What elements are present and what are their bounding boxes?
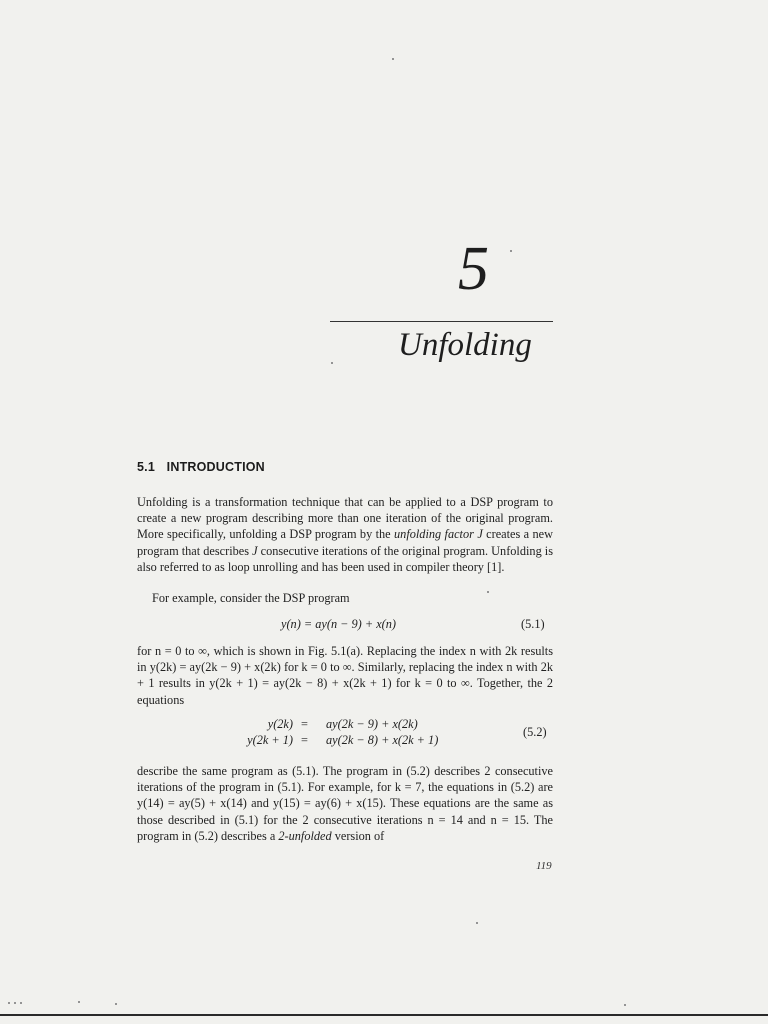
paragraph-example: For example, consider the DSP program	[152, 591, 350, 605]
section-heading	[137, 460, 265, 474]
scan-speck	[510, 250, 512, 252]
equation-5-1-label: (5.1)	[521, 617, 545, 631]
equation-5-1: y(n) = ay(n − 9) + x(n)	[281, 617, 397, 631]
term-unfolding-factor: unfolding factor	[394, 527, 474, 542]
paragraph-text: version of	[331, 828, 385, 843]
equation-5-2-line2-equals: =	[301, 733, 308, 747]
scan-speck	[115, 1003, 117, 1005]
term-2-unfolded: 2-unfolded	[278, 828, 332, 843]
scan-speck	[476, 922, 478, 924]
equation-5-2-line1-rhs: ay(2k − 9) + x(2k)	[326, 717, 418, 731]
scan-speck	[8, 1002, 10, 1004]
variable-j: J	[477, 527, 483, 542]
variable-j: J	[252, 543, 258, 558]
equation-5-2-line2-rhs: ay(2k − 8) + x(2k + 1)	[326, 733, 439, 747]
scan-speck	[78, 1001, 80, 1003]
paragraph-intro	[137, 494, 553, 575]
equation-5-2-line2-lhs: y(2k + 1)	[247, 733, 293, 747]
paragraph-text: consecutive iterations of the original program. Unfolding is also referred to as loop unrolling and has been used in compiler theory [1].	[137, 543, 553, 574]
scan-speck	[392, 58, 394, 60]
chapter-title-rule	[330, 321, 553, 322]
scan-speck	[14, 1002, 16, 1004]
scan-speck	[487, 591, 489, 593]
section-number: 5.1	[137, 460, 155, 474]
scan-speck	[624, 1004, 626, 1006]
scan-speck	[20, 1002, 22, 1004]
paragraph-text: describe the same program as (5.1). The program in (5.2) describes 2 consecutive iterations of the program in (5.1). For example, for k = 7, the equations in (5.2) are y(14) = ay(5) + x(14) and y(15) = ay(6) + x(15). These equations are the same as those described in (5.1) for the 2 consecutive iterations n = 14 and n = 15. The program in (5.2) describes a	[137, 764, 553, 843]
page-bottom-edge	[0, 1014, 768, 1016]
chapter-title: Unfolding	[398, 327, 532, 363]
paragraph-text: creates a new program that describes	[137, 527, 554, 558]
equation-5-2-line1-equals: =	[301, 717, 308, 731]
paragraph-text: Unfolding is a transformation technique that can be applied to a DSP program to create a new program describing more than one iteration of the original program. More specifically, unfolding a DSP program by the	[137, 495, 553, 542]
paragraph-replacing-index: for n = 0 to ∞, which is shown in Fig. 5.1(a). Replacing the index n with 2k results in y(2k) = ay(2k − 9) + x(2k) for k = 0 to ∞. Similarly, replacing the index n with 2k + 1 results in y(2k + 1) = ay(2k − 8) + x(2k + 1) for k = 0 to ∞. Together, the 2 equations	[137, 644, 553, 707]
page-number: 119	[536, 860, 552, 872]
equation-5-2-label: (5.2)	[523, 725, 547, 739]
equation-5-2-line1-lhs: y(2k)	[267, 717, 293, 731]
scan-speck	[331, 362, 333, 364]
chapter-number: 5	[458, 235, 489, 303]
section-title: INTRODUCTION	[166, 460, 265, 474]
paragraph-describe-program	[137, 763, 553, 844]
